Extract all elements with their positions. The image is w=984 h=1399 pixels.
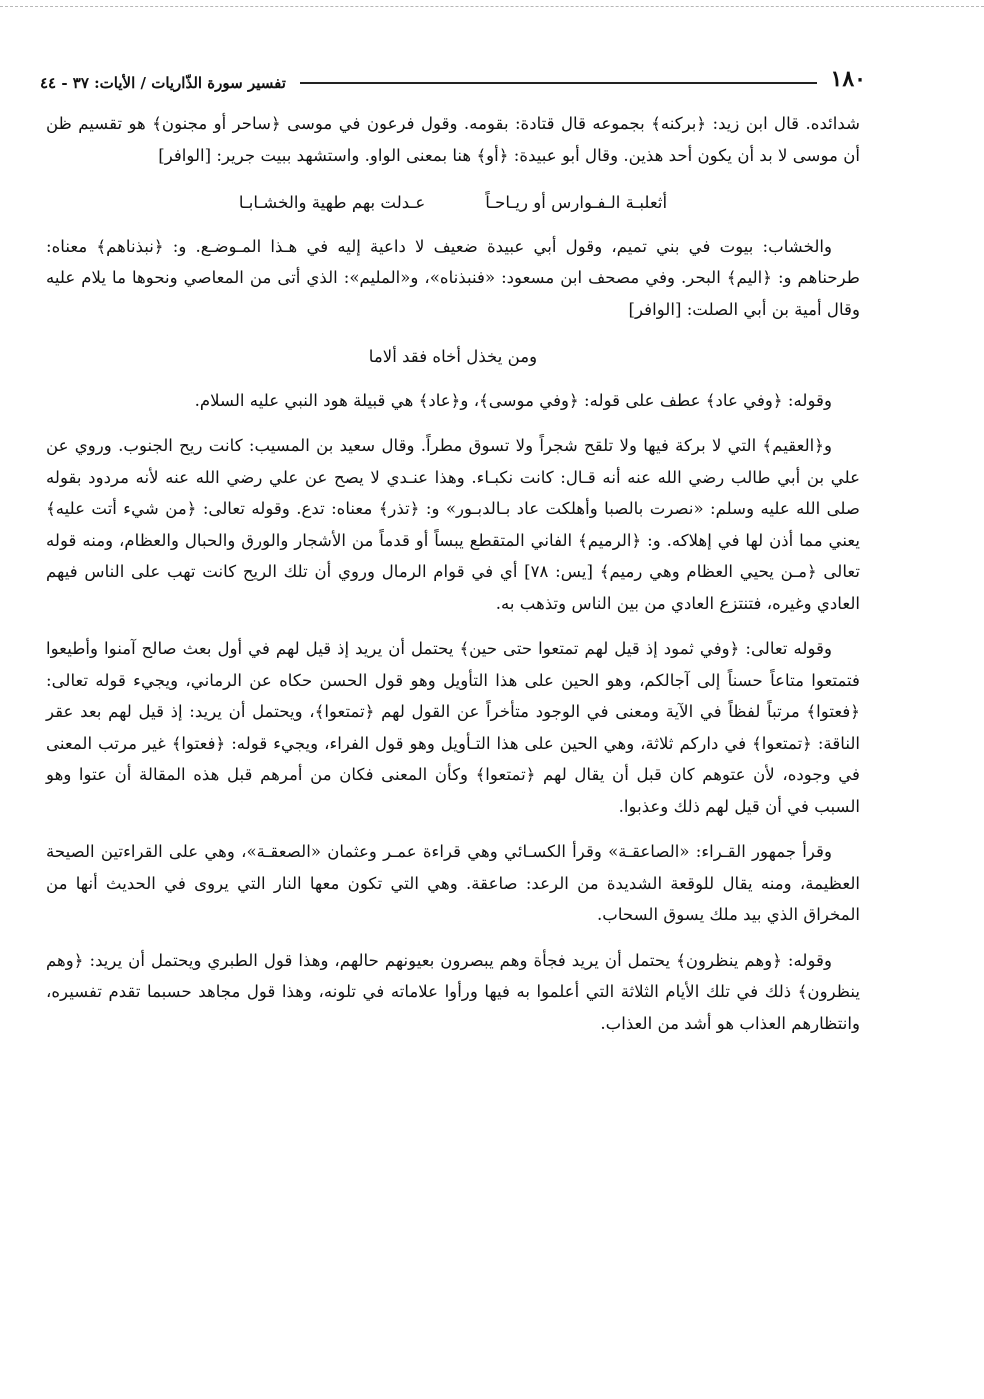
header-rule bbox=[300, 82, 817, 84]
scan-edge-line bbox=[0, 6, 984, 7]
running-title: تفسير سورة الذّاريات / الأيات: ٣٧ - ٤٤ bbox=[40, 74, 286, 92]
page-body bbox=[46, 108, 860, 1039]
verse-umayya-line: ومن يخذل أخاه فقد ألاما bbox=[368, 347, 538, 366]
verse-umayya bbox=[46, 341, 860, 373]
paragraph-3: وقوله: ﴿وفي عاد﴾ عطف على قوله: ﴿وفي موسى﴾، و﴿عاد﴾ هي قبيلة هود النبي عليه السلام. bbox=[194, 390, 832, 410]
paragraph-7: وقوله: ﴿وهم ينظرون﴾ يحتمل أن يريد فجأة وهم يبصرون بعيونهم حالهم، وهذا قول الطبري ويحتمل أن يريد: ﴿وهم ينظرون﴾ ذلك في تلك الأيام الثلاثة التي أعلموا به فيها ورأوا علاماته في تلونه، وهذا قول مجاهد حسبما تقدم تفسيره، وانتظارهم العذاب هو أشد من العذاب. bbox=[46, 950, 860, 1033]
paragraph-5: وقوله تعالى: ﴿وفي ثمود إذ قيل لهم تمتعوا حتى حين﴾ يحتمل أن يريد إذ قيل لهم في أول بعث صالح آمنوا وأطيعوا فتمتعوا متاعاً حسناً إلى آجالكم، وهو الحين على هذا التأويل وهو قول الحسن حكاه عن الرماني، ويجيء قوله تعالى: ﴿فعتوا﴾ مرتباً لفظاً في الآية ومعنى في الوجود متأخراً عن القول لهم ﴿تمتعوا﴾، ويحتمل أن يريد: إذ قيل لهم بعد عقر الناقة: ﴿تمتعوا﴾ في داركم ثلاثة، وهي الحين على هذا التـأويل وهو قول الفراء، ويجيء قوله: ﴿فعتوا﴾ غير مرتب المعنى في وجوده، لأن عتوهم كان قبل أن يقال لهم ﴿تمتعوا﴾ وكأن المعنى فكان من أمرهم قبل هذه المقالة أن عتوا وهو السبب في أن قيل لهم ذلك وعذبوا. bbox=[46, 639, 860, 816]
paragraph-1: شدائده. قال ابن زيد: ﴿بركنه﴾ بجموعه قال قتادة: بقومه. وقول فرعون في موسى ﴿ساحر أو مجنون﴾ هو تقسيم ظن أن موسى لا بد أن يكون أحد هذين. وقال أبو عبيدة: ﴿أو﴾ هنا بمعنى الواو. واستشهد ببيت جرير: [الوافر] bbox=[46, 114, 860, 165]
page-number: ١٨٠ bbox=[830, 66, 866, 92]
verse-jarir bbox=[46, 187, 860, 219]
verse-first-hemistich: أثعلبـة الـفـوارس أو ريـاحـاً bbox=[485, 193, 668, 212]
verse-second-hemistich: عـدلت بهم طهية والخشـابـا bbox=[238, 193, 426, 212]
paragraph-6: وقرأ جمهور القـراء: «الصاعقـة» وقرأ الكسـائي وهي قراءة عمـر وعثمان «الصعقـة»، وهي على القراءتين الصيحة العظيمة، ومنه يقال للوقعة الشديدة من الرعد: صاعقة. وهي التي تكون معها النار التي يروى في الحديث أنها من المخراق الذي بيد ملك يسوق السحاب. bbox=[46, 842, 860, 924]
paragraph-4: و﴿العقيم﴾ التي لا بركة فيها ولا تلقح شجراً ولا تسوق مطراً. وقال سعيد بن المسيب: كانت ريح الجنوب. وروي عن علي بن أبي طالب رضي الله عنه أنه قـال: كانت نكبـاء. وهذا عنـدي لا يصح عن علي رضي الله عنه لأنه مردود بقوله صلى الله عليه وسلم: «نصرت بالصبا وأهلكت عاد بـالدبـور» و: ﴿تذر﴾ معناه: تدع. وقوله تعالى: ﴿من شيء أتت عليه﴾ يعني مما أذن لها في إهلاكه. و: ﴿الرميم﴾ الفاني المتقطع يبساً أو قدماً من الأشجار والورق والحبال والعظام، ومنه قوله تعالى ﴿مـن يحيي العظام وهي رميم﴾ [يس: ٧٨] أي في قوام الرمال وروي أن تلك الريح كانت تهب على الناس فيهم العادي وغيره، فتنتزع العادي من بين الناس وتذهب به. bbox=[46, 436, 861, 613]
paragraph-2: والخشاب: بيوت في بني تميم، وقول أبي عبيدة ضعيف لا داعية إليه في هـذا المـوضـع. و: ﴿نبذناهم﴾ معناه: طرحناهم و: ﴿اليم﴾ البحر. وفي مصحف ابن مسعود: «فنبذناه»، و«المليم»: الذي أتى من المعاصي ونحوها ما يلام عليه وقال أمية بن أبي الصلت: [الوافر] bbox=[46, 236, 860, 319]
page-header bbox=[40, 66, 866, 92]
